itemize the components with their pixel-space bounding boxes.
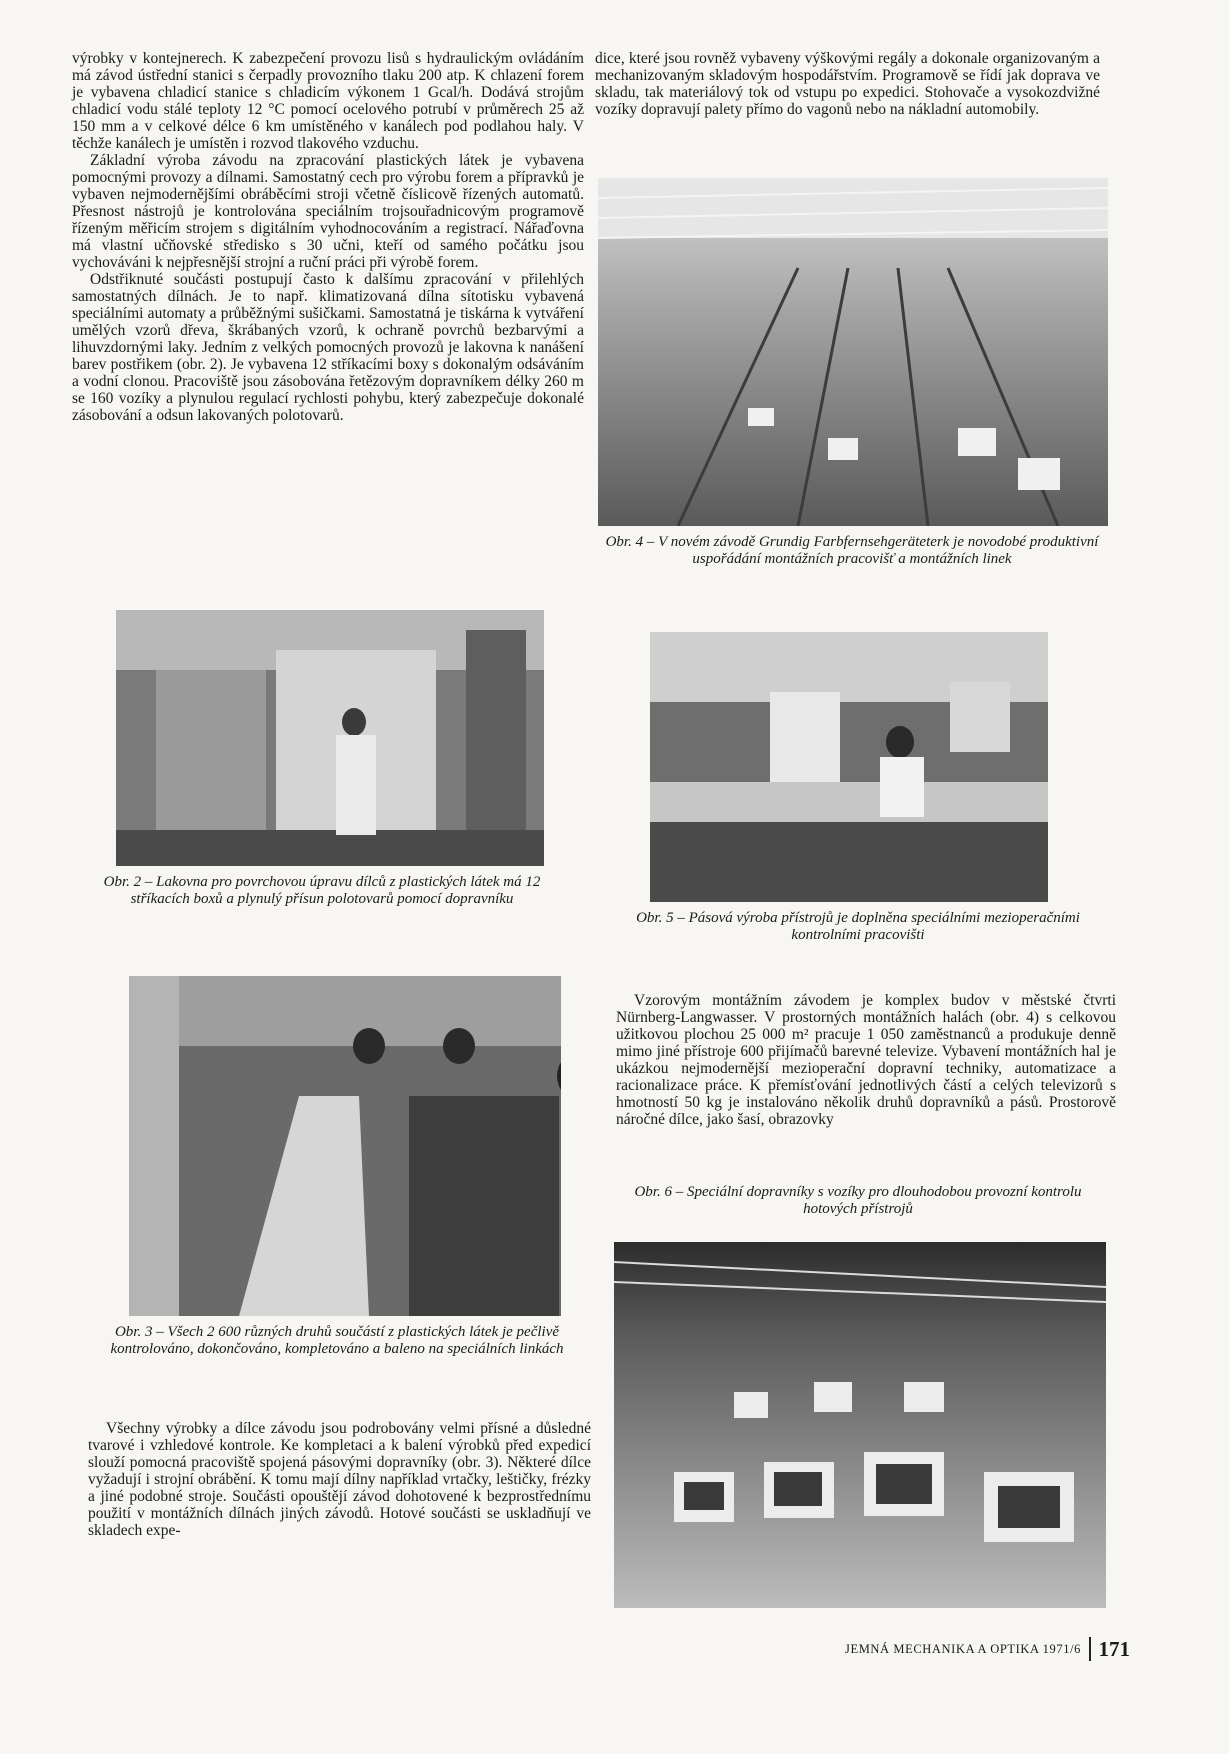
column2-middle-text <box>616 992 1116 1128</box>
photo-obr2-paint-shop <box>116 610 544 866</box>
photo-obr3-packing-line <box>129 976 561 1316</box>
journal-name: JEMNÁ MECHANIKA A OPTIKA 1971/6 <box>845 1641 1081 1656</box>
paragraph: dice, které jsou rovněž vybaveny výškovými regály a dokonale organizovaným a mechanizovaným skladovým hospodářstvím. Programově se řídí jak doprava ve skladu, tak materiálový tok od vstupu po expedici. Stohovače a vysokozdvižné vozíky dopravují palety přímo do vagonů nebo na nákladní automobily. <box>595 50 1100 118</box>
caption-obr5: Obr. 5 – Pásová výroba přístrojů je doplněna speciálními mezioperačními kontrolními pracovišti <box>636 910 1080 943</box>
column1-bottom-text <box>88 1420 591 1539</box>
caption-obr4: Obr. 4 – V novém závodě Grundig Farbfernsehgeräteterk je novodobé produktivní uspořádání montážních pracovišť a montážních linek <box>605 534 1099 567</box>
footer-divider <box>1089 1637 1091 1661</box>
caption-obr6: Obr. 6 – Speciální dopravníky s vozíky pro dlouhodobou provozní kontrolu hotových přístrojů <box>634 1184 1082 1217</box>
paragraph: Vzorovým montážním závodem je komplex budov v městské čtvrti Nürnberg-Langwasser. V prostorných montážních halách (obr. 4) s celkovou užitkovou plochou 25 000 m² pracuje 1 050 zaměstnanců a produkuje denně mimo jiné přístroje 600 přijímačů barevné televize. Vybavení montážních hal je ukázkou nejmodernější mezioperační dopravní techniky, automatizace a racionalizace práce. K přemísťování jednotlivých částí a celých televizorů s hmotností 50 kg je instalováno několik druhů dopravníků a pásů. Prostorově náročné dílce, jako šasí, obrazovky <box>616 992 1116 1128</box>
paragraph: Všechny výrobky a dílce závodu jsou podrobovány velmi přísné a důsledné tvarové i vzhledové kontrole. Ke kompletaci a k balení výrobků před expedicí slouží pomocná pracoviště spojená pásovými dopravníky (obr. 3). Některé dílce vyžadují i strojní obrábění. K tomu mají dílny například vrtačky, leštičky, frézky a jiné podobné stroje. Součásti opouštějí závod dohotovené k bezprostřednímu použití v montážních dílnách jiných závodů. Hotové součásti se uskladňují ve skladech expe- <box>88 1420 591 1539</box>
page-footer <box>800 1632 1130 1666</box>
paragraph: výrobky v kontejnerech. K zabezpečení provozu lisů s hydraulickým ovládáním má závod ústřední stanici s čerpadly provozního tlaku 200 atp. K chlazení forem je vybavena chladicí stanice s chladicím výkonem 1 Gcal/h. Dodává strojům chladicí vodu stálé teploty 12 °C pomocí ocelového potrubí v průměrech 25 až 150 mm a v celkové délce 6 km umístěného v kanálech pod podlahou haly. V těchže kanálech je umístěn i rozvod tlakového vzduchu. <box>72 50 584 152</box>
caption-obr3: Obr. 3 – Všech 2 600 různých druhů součástí z plastických látek je pečlivě kontrolováno, dokončováno, kompletováno a baleno na speciálních linkách <box>110 1324 564 1357</box>
photo-obr4-assembly-hall <box>598 178 1108 526</box>
column2-top-text <box>595 50 1100 118</box>
page-number: 171 <box>1098 1636 1130 1661</box>
caption-obr2: Obr. 2 – Lakovna pro povrchovou úpravu dílců z plastických látek má 12 stříkacích boxů a plynulý přísun polotovarů pomocí dopravníku <box>103 874 541 907</box>
paragraph: Základní výroba závodu na zpracování plastických látek je vybavena pomocnými provozy a dílnami. Samostatný cech pro výrobu forem a přípravků je vybaven nejmodernějšími obráběcími stroji včetně číslicově řízených automatů. Přesnost nástrojů je kontrolována speciálním trojsouřadnicovým programově řízeným měřicím strojem s digitálním vyhodnocováním a registrací. Nářaďovna má vlastní učňovské středisko s 30 učni, kteří od samého počátku jsou vychováváni k nejpřesnější strojní a ruční práci při výrobě forem. <box>72 152 584 271</box>
paragraph: Odstřiknuté součásti postupují často k dalšímu zpracování v přilehlých samostatných dílnách. Je to např. klimatizovaná dílna sítotisku vybavená speciálními automaty a průběžnými sušičkami. Samostatná je tiskárna k vytváření umělých vzorů dřeva, škrábaných vzorů, k ochraně povrchů bezbarvými a lihuvzdornými laky. Jedním z velkých pomocných provozů je lakovna k nanášení barev postřikem (obr. 2). Je vybavena 12 stříkacími boxy s dokonalým odsáváním a vodní clonou. Pracoviště jsou zásobována řetězovým dopravníkem délky 260 m se 160 vozíky a plynulou regulací rychlosti pohybu, který zabezpečuje dokonalé zásobování a odsun lakovaných polotovarů. <box>72 271 584 424</box>
column1-top-text <box>72 50 584 424</box>
photo-obr6-conveyors <box>614 1242 1106 1608</box>
photo-obr5-production-line <box>650 632 1048 902</box>
